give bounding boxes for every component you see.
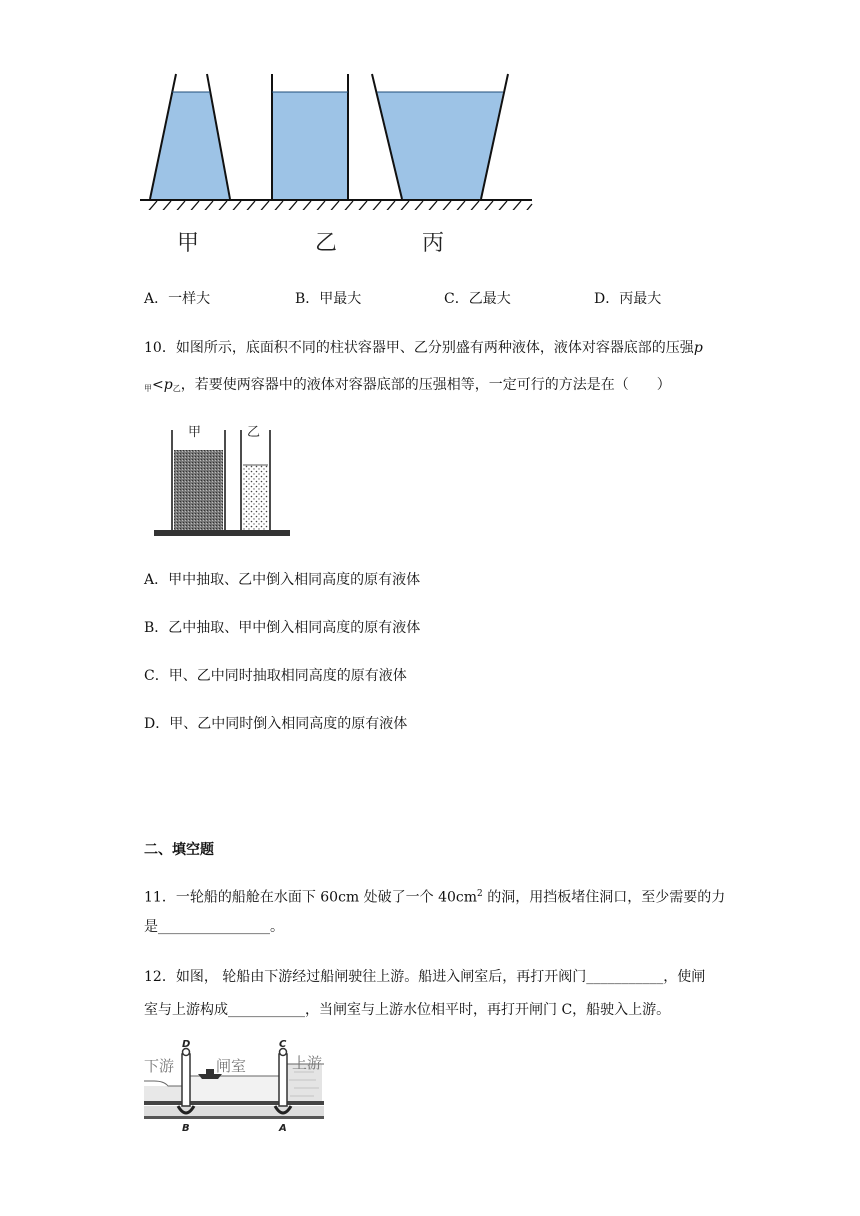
label-gate-d: D	[182, 1039, 191, 1050]
label-valve-a: A	[279, 1123, 287, 1134]
q11-line2: 是________________。	[144, 919, 284, 935]
q10-lt: <	[152, 377, 164, 393]
q10-p-symbol: p	[693, 340, 703, 356]
q10-p-symbol-2: p	[163, 377, 173, 393]
label-chamber: 闸室	[216, 1057, 247, 1075]
cylinder-label-jia: 甲	[188, 425, 202, 440]
q10-option-a[interactable]: A．甲中抽取、乙中倒入相同高度的原有液体	[144, 572, 421, 588]
q10-text: 10．如图所示，底面积不同的柱状容器甲、乙分别盛有两种液体，液体对容器底部的压强	[144, 340, 694, 356]
q10-question-line1	[144, 338, 703, 358]
label-valve-b: B	[182, 1123, 190, 1134]
q9-option-d[interactable]: D．丙最大	[594, 291, 662, 307]
ship-lock-figure	[144, 1036, 329, 1136]
q9-option-a[interactable]: A．一样大	[144, 291, 211, 307]
q10-option-c[interactable]: C．甲、乙中同时抽取相同高度的原有液体	[144, 668, 407, 684]
cylinders-figure	[150, 420, 295, 538]
q12-line1: 12．如图， 轮船由下游经过船闸驶往上游。船进入闸室后，再打开阀门___________，使闸	[144, 969, 706, 985]
q10-sub-yi: 乙	[172, 384, 181, 393]
label-gate-c: C	[279, 1039, 287, 1050]
q11-text-b: 的洞，用挡板堵住洞口，至少需要的力	[482, 889, 726, 906]
q12-line2: 室与上游构成___________，当闸室与上游水位相平时，再打开闸门 C，船驶入上游。	[144, 1002, 671, 1018]
q10-option-d[interactable]: D．甲、乙中同时倒入相同高度的原有液体	[144, 716, 408, 732]
q10-option-b[interactable]: B．乙中抽取、甲中倒入相同高度的原有液体	[144, 620, 421, 636]
q11-text-a: 11．一轮船的船舱在水面下 60cm 处破了一个 40cm	[144, 889, 478, 906]
q10-text-rest: ，若要使两容器中的液体对容器底部的压强相等，一定可行的方法是在（ ）	[180, 377, 671, 393]
q11-sup: 2	[477, 889, 483, 899]
containers-figure	[140, 70, 540, 210]
q9-option-c[interactable]: C．乙最大	[444, 291, 511, 307]
q10-question-line2	[144, 375, 671, 399]
q10-sub-jia: 甲	[144, 384, 152, 393]
cylinder-label-yi: 乙	[247, 425, 261, 440]
figure-label-jia: 甲	[177, 231, 200, 256]
container-yi-liquid	[272, 92, 348, 199]
q9-option-b[interactable]: B．甲最大	[295, 291, 362, 307]
section-title: 二、填空题	[144, 842, 214, 858]
q11-line1	[144, 884, 725, 908]
figure-label-bing: 丙	[422, 231, 445, 256]
cylinder-jia-liquid	[174, 450, 223, 530]
label-upstream: 上游	[292, 1054, 323, 1072]
figure-label-yi: 乙	[315, 231, 338, 256]
label-downstream: 下游	[144, 1057, 175, 1075]
cylinder-yi-liquid	[243, 465, 268, 530]
